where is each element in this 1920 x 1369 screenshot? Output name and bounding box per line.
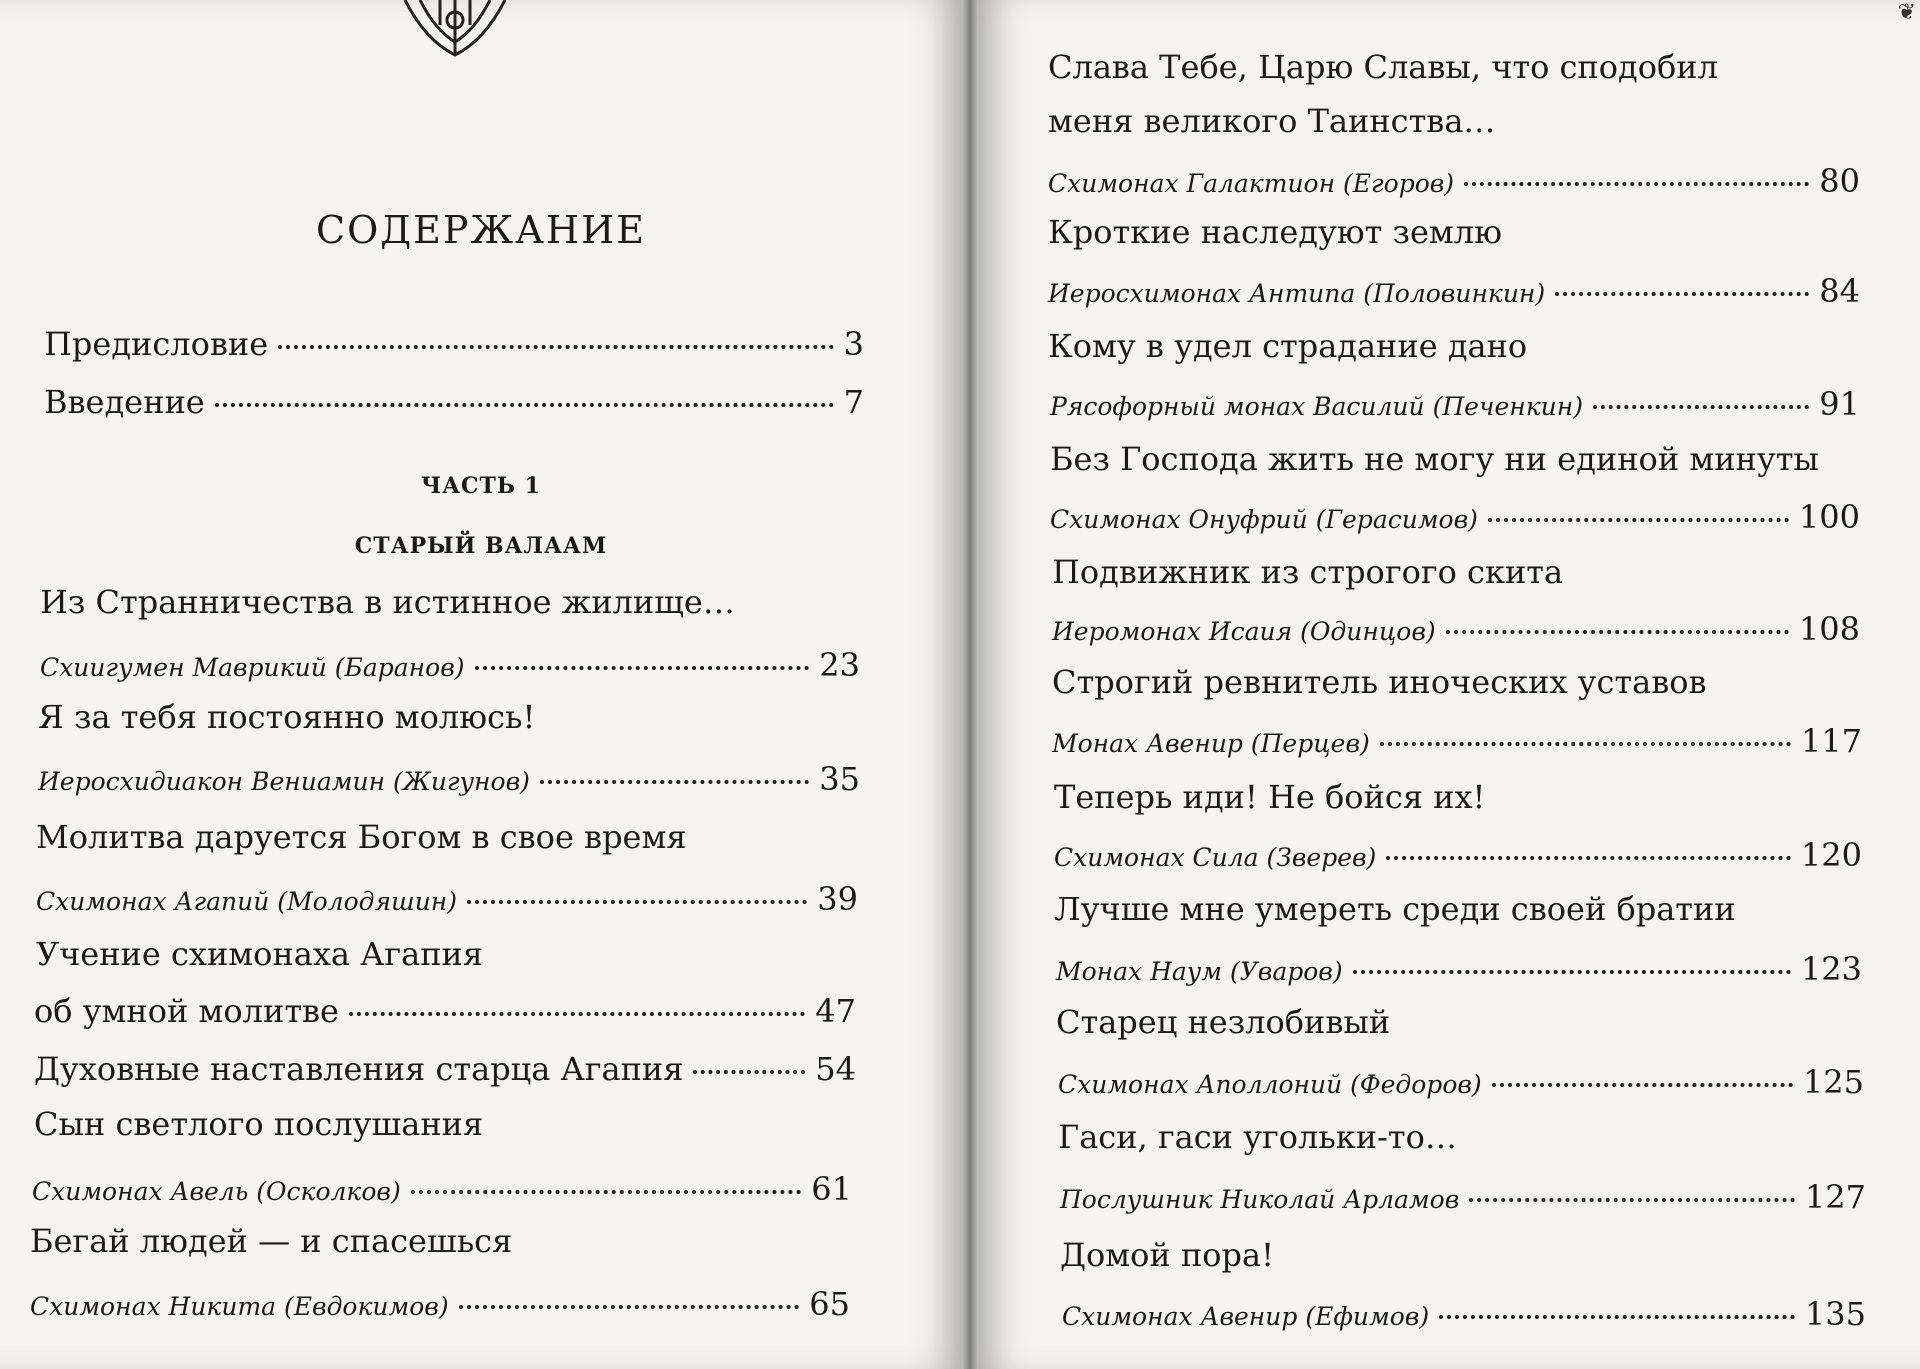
entry-title: Духовные наставления старца Агапия xyxy=(34,1050,684,1088)
entry-title[interactable]: Из Странничества в истинное жилище… xyxy=(40,583,735,621)
ornament-icon xyxy=(395,0,515,60)
toc-entry[interactable] xyxy=(30,1285,850,1323)
page-number: 39 xyxy=(817,880,858,918)
book-gutter xyxy=(962,0,978,1369)
entry-title[interactable]: Сын светлого послушания xyxy=(34,1105,484,1143)
leader-dots xyxy=(1488,518,1789,522)
page-number: 91 xyxy=(1819,385,1860,423)
leader-dots xyxy=(1469,1198,1795,1202)
entry-author: Схимонах Аполлоний (Федоров) xyxy=(1058,1070,1482,1099)
entry-author: Схимонах Онуфрий (Герасимов) xyxy=(1050,505,1478,534)
entry-title[interactable]: Подвижник из строгого скита xyxy=(1052,553,1564,591)
page-number: 80 xyxy=(1819,162,1860,200)
page-number: 61 xyxy=(811,1170,852,1208)
leader-dots xyxy=(475,666,810,670)
leader-dots xyxy=(1386,856,1791,860)
toc-entry[interactable] xyxy=(44,325,864,363)
toc-entry[interactable] xyxy=(44,383,864,421)
leader-dots xyxy=(278,345,833,349)
toc-entry[interactable] xyxy=(36,880,858,918)
entry-title[interactable]: Строгий ревнитель иноческих уставов xyxy=(1052,663,1707,701)
page-number: 108 xyxy=(1798,610,1860,648)
leader-dots xyxy=(1353,970,1791,974)
leader-dots xyxy=(215,403,834,407)
entry-title[interactable]: Я за тебя постоянно молюсь! xyxy=(38,698,536,736)
entry-title[interactable]: Старец незлобивый xyxy=(1056,1003,1391,1041)
page-number: 54 xyxy=(815,1050,856,1088)
toc-entry[interactable] xyxy=(1056,950,1862,988)
leader-dots xyxy=(467,900,807,904)
entry-title[interactable]: Лучше мне умереть среди своей братии xyxy=(1054,890,1736,928)
entry-author: Схимонах Сила (Зверев) xyxy=(1054,843,1377,872)
toc-entry[interactable] xyxy=(1052,722,1862,760)
entry-title[interactable]: Учение схимонаха Агапия xyxy=(36,935,484,973)
entry-author: Схиигумен Маврикий (Баранов) xyxy=(40,653,465,682)
part-number: ЧАСТЬ 1 xyxy=(420,473,541,499)
page-number: 7 xyxy=(843,383,864,421)
toc-entry[interactable] xyxy=(1052,610,1860,648)
leader-dots xyxy=(1380,742,1791,746)
entry-title[interactable]: Домой пора! xyxy=(1060,1236,1274,1274)
entry-title[interactable]: Молитва даруется Богом в свое время xyxy=(36,818,687,856)
entry-title[interactable]: Слава Тебе, Царю Славы, что сподобил xyxy=(1048,48,1718,86)
page-number: 100 xyxy=(1798,498,1860,536)
entry-author: Схимонах Никита (Евдокимов) xyxy=(30,1292,449,1321)
page-number: 120 xyxy=(1800,836,1862,874)
page-number: 125 xyxy=(1802,1063,1864,1101)
entry-author: Монах Наум (Уваров) xyxy=(1056,957,1343,986)
entry-title[interactable]: Гаси, гаси угольки-то… xyxy=(1058,1118,1457,1156)
entry-author: Иеромонах Исаия (Одинцов) xyxy=(1052,617,1436,646)
entry-title[interactable]: Без Господа жить не могу ни единой минуты xyxy=(1050,440,1819,478)
entry-title[interactable]: Кроткие наследуют землю xyxy=(1048,213,1502,251)
entry-title-line2: об умной молитве xyxy=(34,992,339,1030)
leader-dots xyxy=(459,1305,800,1309)
toc-entry[interactable] xyxy=(34,992,856,1030)
entry-author: Схимонах Авенир (Ефимов) xyxy=(1062,1302,1430,1331)
page-number: 3 xyxy=(843,325,864,363)
page-number: 123 xyxy=(1800,950,1862,988)
toc-entry[interactable] xyxy=(32,1170,852,1208)
toc-entry[interactable] xyxy=(1062,1295,1866,1333)
page-number: 135 xyxy=(1804,1295,1866,1333)
entry-author: Схимонах Агапий (Молодяшин) xyxy=(36,887,458,916)
leader-dots xyxy=(1439,1315,1795,1319)
entry-title: Предисловие xyxy=(44,325,269,363)
entry-author: Монах Авенир (Перцев) xyxy=(1052,729,1370,758)
toc-entry[interactable] xyxy=(1048,162,1860,200)
entry-author: Иеросхимонах Антипа (Половинкин) xyxy=(1048,279,1546,308)
contents-heading: СОДЕРЖАНИЕ xyxy=(316,208,646,252)
toc-entry[interactable] xyxy=(1050,498,1860,536)
right-page xyxy=(978,0,1920,1369)
page-number: 23 xyxy=(819,646,860,684)
entry-title-line2[interactable]: меня великого Таинства… xyxy=(1048,102,1496,140)
toc-entry[interactable] xyxy=(1050,385,1860,423)
toc-entry[interactable] xyxy=(1058,1063,1864,1101)
entry-title: Введение xyxy=(44,383,205,421)
entry-author: Схимонах Авель (Осколков) xyxy=(32,1177,401,1206)
toc-entry[interactable] xyxy=(34,1050,856,1088)
page-number: 47 xyxy=(815,992,856,1030)
page-number: 84 xyxy=(1819,272,1860,310)
entry-author: Иеросхидиакон Вениамин (Жигунов) xyxy=(38,767,530,796)
page-number: 35 xyxy=(819,760,860,798)
entry-author: Послушник Николай Арламов xyxy=(1060,1185,1460,1214)
page-number: 127 xyxy=(1804,1178,1866,1216)
leader-dots xyxy=(349,1012,805,1016)
leader-dots xyxy=(693,1070,805,1074)
entry-author: Рясофорный монах Василий (Печенкин) xyxy=(1050,392,1583,421)
leader-dots xyxy=(540,780,809,784)
toc-entry[interactable] xyxy=(40,646,860,684)
leader-dots xyxy=(1593,405,1809,409)
toc-entry[interactable] xyxy=(1054,836,1862,874)
leader-dots xyxy=(1492,1083,1793,1087)
toc-entry[interactable] xyxy=(38,760,860,798)
leader-dots xyxy=(411,1190,802,1194)
page-number: 117 xyxy=(1800,722,1862,760)
entry-author: Схимонах Галактион (Егоров) xyxy=(1048,169,1455,198)
entry-title[interactable]: Бегай людей — и спасешься xyxy=(30,1222,513,1260)
part-title: СТАРЫЙ ВАЛААМ xyxy=(354,533,608,559)
leader-dots xyxy=(1446,630,1789,634)
toc-entry[interactable] xyxy=(1048,272,1860,310)
leader-dots xyxy=(1555,292,1809,296)
corner-mark-icon: ❦ xyxy=(1897,0,1916,25)
entry-title[interactable]: Теперь иди! Не бойся их! xyxy=(1054,778,1486,816)
leader-dots xyxy=(1464,182,1809,186)
page-number: 65 xyxy=(809,1285,850,1323)
entry-title[interactable]: Кому в удел страдание дано xyxy=(1048,327,1528,365)
toc-entry[interactable] xyxy=(1060,1178,1866,1216)
